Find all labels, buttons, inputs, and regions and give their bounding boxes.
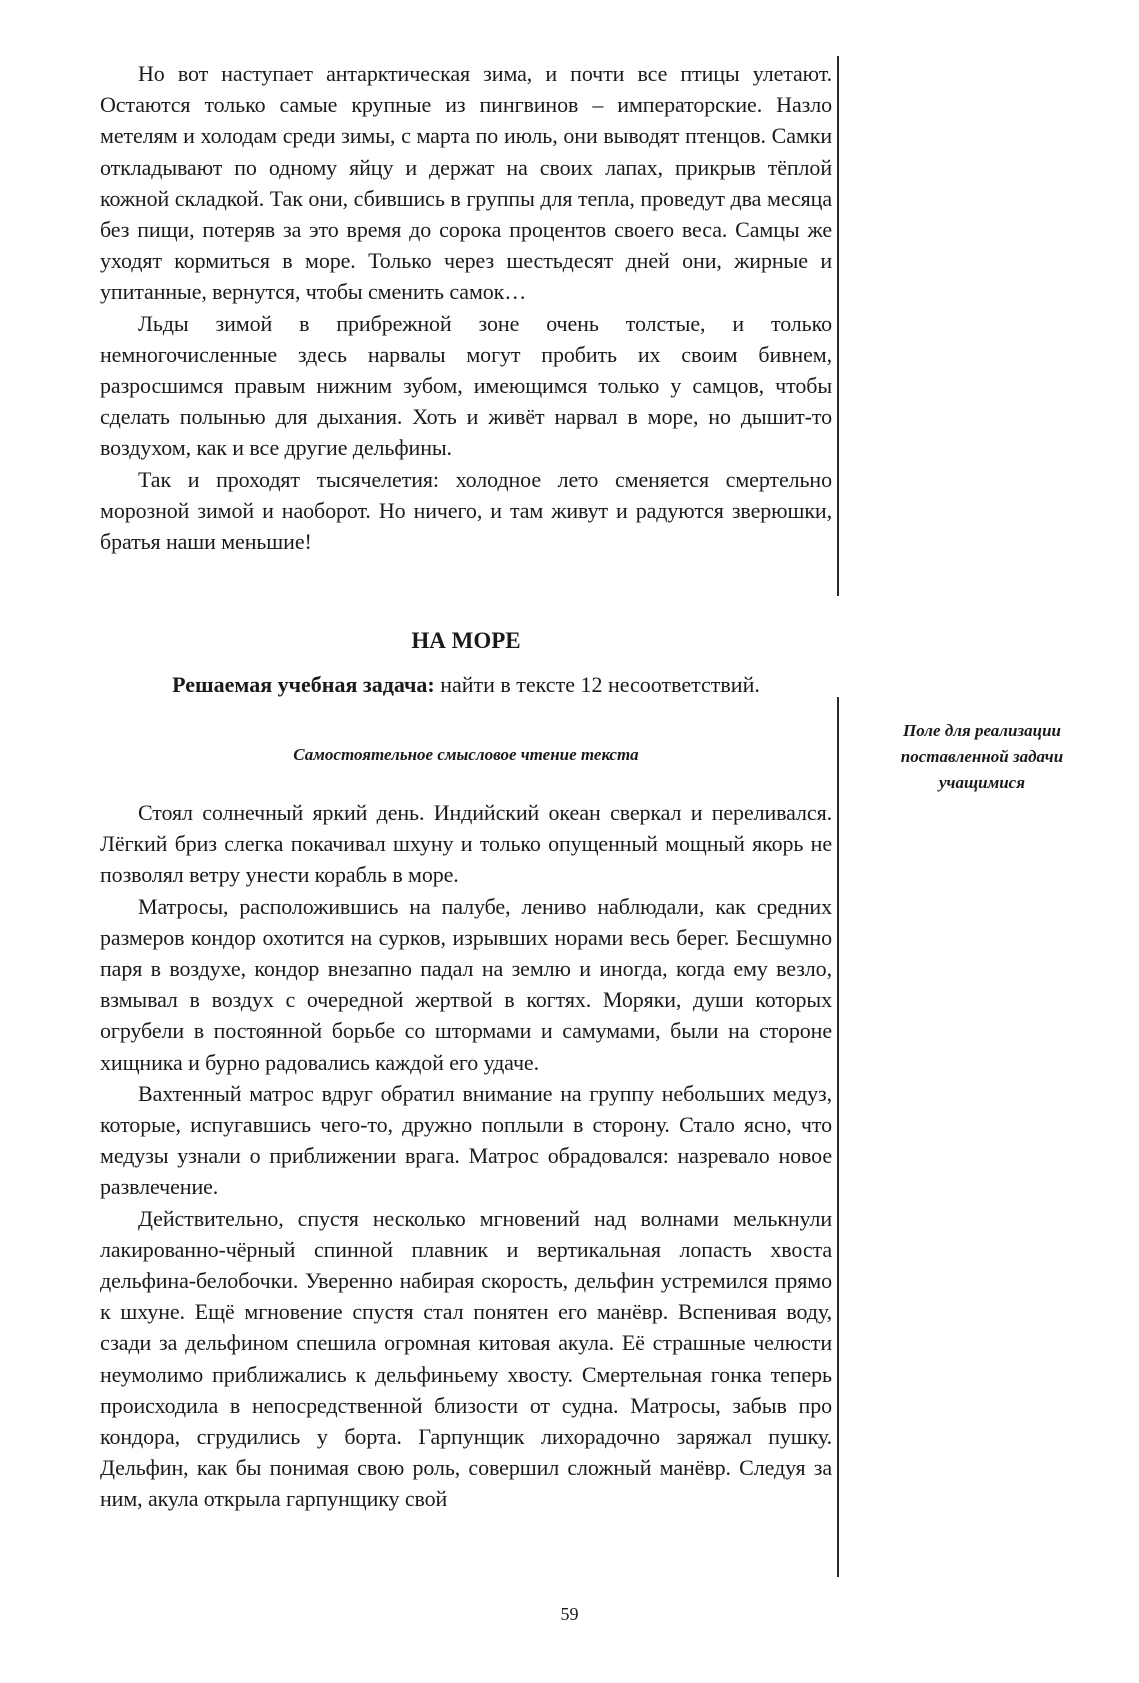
paragraph: Но вот наступает антарктическая зима, и почти все птицы улетают. Остаются только самые крупные из пингвинов – императорские. Назло метелям и холодам среди зимы, с марта по июль, они выводят птенцов. Самки откладывают по одному яйцу и держат на своих лапах, прикрыв тёплой кожной складкой. Так они, сбившись в группы для тепла, проведут два месяца без пищи, потеряв за это время до сорока процентов своего веса. Самцы же уходят кормиться в море. Только через шестьдесят дней они, жирные и упитанные, вернутся, чтобы сменить самок… — [100, 61, 832, 305]
paragraph: Матросы, расположившись на палубе, лениво наблюдали, как средних размеров кондор охотится на сурков, изрывших норами весь берег. Бесшумно паря в воздухе, кондор внезапно падал на землю и иногда, когда ему везло, взмывал в воздух с очередной жертвой в когтях. Моряки, души которых огрубели в постоянной борьбе со штормами и самумами, были на стороне хищника и бурно радовались каждой его удаче. — [100, 893, 832, 1075]
task-label: Решаемая учебная задача: — [172, 672, 435, 697]
margin-note: Поле для реализации поставленной задачи учащимися — [900, 721, 1064, 792]
story-text-block — [100, 797, 832, 1515]
paragraph: Льды зимой в прибрежной зоне очень толстые, и только немногочисленные здесь нарвалы могут пробить их своим бивнем, разросшимся правым нижним зубом, имеющимся только у самцов, чтобы сделать полынью для дыхания. Хоть и живёт нарвал в море, но дышит-то воздухом, как и все другие дельфины. — [100, 310, 832, 461]
reading-subheading: Самостоятельное смысловое чтение текста — [293, 745, 639, 764]
paragraph: Вахтенный матрос вдруг обратил внимание на группу небольших медуз, которые, испугавшись чего-то, дружно поплыли в сторону. Стало ясно, что медузы узнали о приближении врага. Матрос обрадовался: назревало новое развлечение. — [100, 1080, 832, 1200]
paragraph: Так и проходят тысячелетия: холодное лето сменяется смертельно морозной зимой и наоборот. Но ничего, и там живут и радуются зверюшки, братья наши меньшие! — [100, 466, 832, 555]
task-line — [100, 672, 832, 698]
margin-rule — [837, 56, 839, 596]
top-text-block — [100, 58, 832, 557]
paragraph: Стоял солнечный яркий день. Индийский океан сверкал и переливался. Лёгкий бриз слегка покачивал шхуну и только опущенный мощный якорь не позволял ветру унести корабль в море. — [100, 800, 832, 888]
margin-rule — [837, 697, 839, 1577]
page-number: 59 — [560, 1604, 579, 1624]
task-text: найти в тексте 12 несоответствий. — [434, 672, 760, 697]
section-title: НА МОРЕ — [411, 628, 521, 653]
paragraph: Действительно, спустя несколько мгновений над волнами мелькнули лакированно-чёрный спинной плавник и вертикальная лопасть хвоста дельфина-белобочки. Уверенно набирая скорость, дельфин устремился прямо к шхуне. Ещё мгновение спустя стал понятен его манёвр. Вспенивая воду, сзади за дельфином спешила огромная китовая акула. Её страшные челюсти неумолимо приближались к дельфиньему хвосту. Смертельная гонка теперь происходила в непосредственной близости от судна. Матросы, забыв про кондора, сгрудились у борта. Гарпунщик лихорадочно заряжал пушку. Дельфин, как бы понимая свою роль, совершил сложный манёвр. Следуя за ним, акула открыла гарпунщику свой — [100, 1205, 832, 1512]
